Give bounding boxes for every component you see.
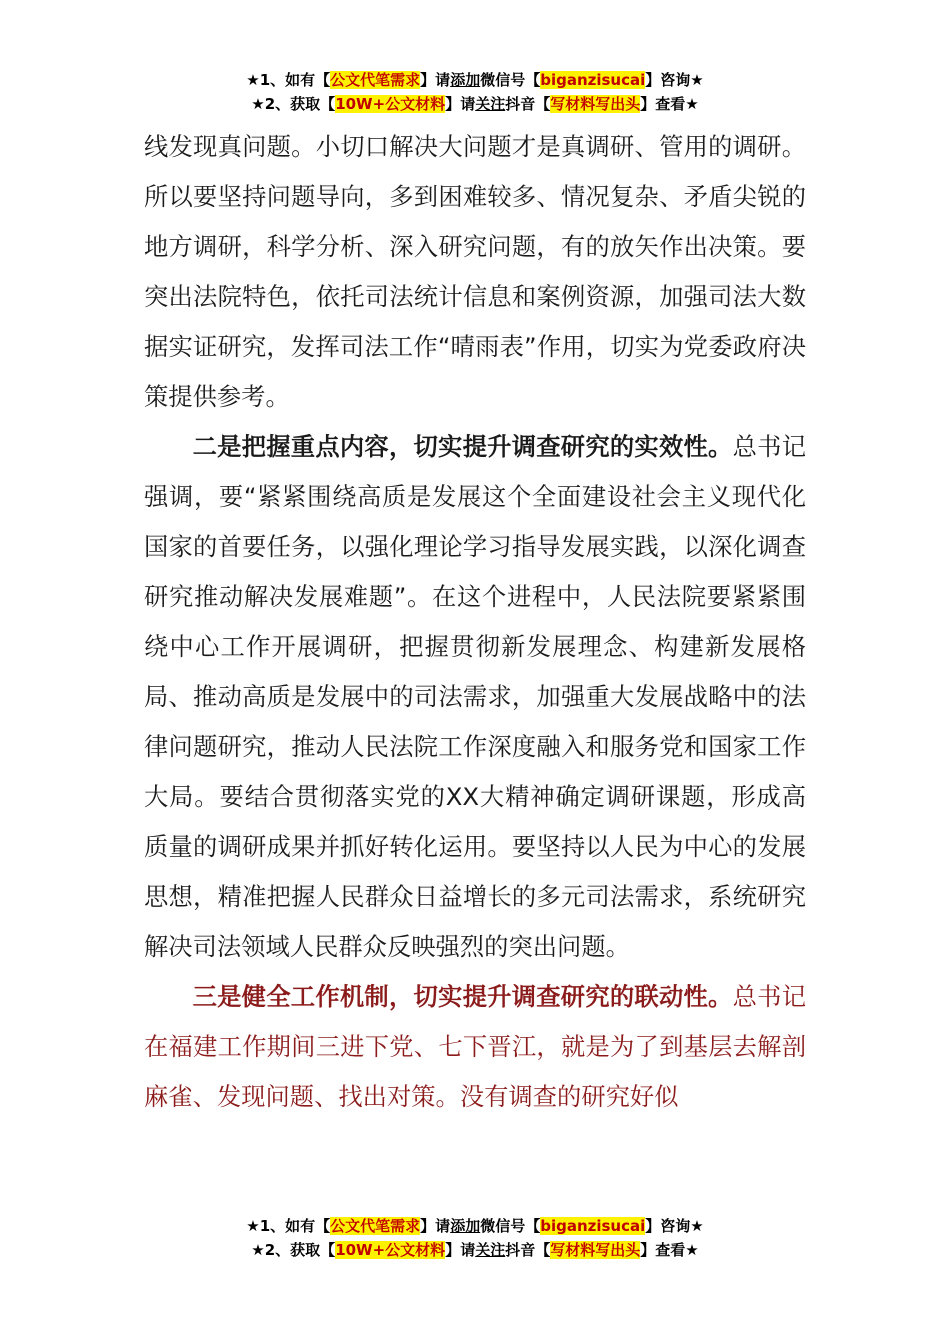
banner-line-2: ★2、获取【10W+公文材料】请关注抖音【写材料写出头】查看★ [251,1241,699,1259]
banner-line-1: ★1、如有【公文代笔需求】请添加微信号【biganzisucai】咨询★ [246,1217,704,1235]
paragraph-2-heading: 二是把握重点内容，切实提升调查研究的实效性。 [192,432,733,461]
paragraph-2: 二是把握重点内容，切实提升调查研究的实效性。总书记强调，要“紧紧围绕高质是发展这个全面建设社会主义现代化国家的首要任务，以强化理论学习指导发展实践，以深化调查研究推动解决发展难题”。在这个进程中，人民法院要紧紧围绕中心工作开展调研，把握贯彻新发展理念、构建新发展格局、推动高质是发展中的司法需求，加强重大发展战略中的法律问题研究，推动人民法院工作深度融入和服务党和国家工作大局。要结合贯彻落实党的XX大精神确定调研课题，形成高质量的调研成果并抓好转化运用。要坚持以人民为中心的发展思想，精准把握人民群众日益增长的多元司法需求，系统研究解决司法领域人民群众反映强烈的突出问题。 [144,432,806,961]
highlight-wechat-id: biganzisucai [540,1217,646,1235]
banner-line-1: ★1、如有【公文代笔需求】请添加微信号【biganzisucai】咨询★ [246,71,704,89]
footer-banner [0,1214,950,1262]
highlight-douyin-account: 写材料写出头 [550,1241,641,1259]
document-body [144,122,806,1122]
highlight-service: 公文代笔需求 [330,71,421,89]
header-banner [0,68,950,116]
paragraph-1: 线发现真问题。小切口解决大问题才是真调研、管用的调研。所以要坚持问题导向，多到困难较多、情况复杂、矛盾尖锐的地方调研，科学分析、深入研究问题，有的放矢作出决策。要突出法院特色，依托司法统计信息和案例资源，加强司法大数据实证研究，发挥司法工作“晴雨表”作用，切实为党委政府决策提供参考。 [144,132,806,411]
highlight-service: 公文代笔需求 [330,1217,421,1235]
banner-line-2: ★2、获取【10W+公文材料】请关注抖音【写材料写出头】查看★ [251,95,699,113]
highlight-materials: 10W+公文材料 [335,95,446,113]
paragraph-3: 三是健全工作机制，切实提升调查研究的联动性。总书记在福建工作期间三进下党、七下晋江，就是为了到基层去解剖麻雀、发现问题、找出对策。没有调查的研究好似 [144,982,806,1111]
paragraph-3-heading: 三是健全工作机制，切实提升调查研究的联动性。 [192,982,733,1011]
highlight-wechat-id: biganzisucai [540,71,646,89]
highlight-douyin-account: 写材料写出头 [550,95,641,113]
highlight-materials: 10W+公文材料 [335,1241,446,1259]
